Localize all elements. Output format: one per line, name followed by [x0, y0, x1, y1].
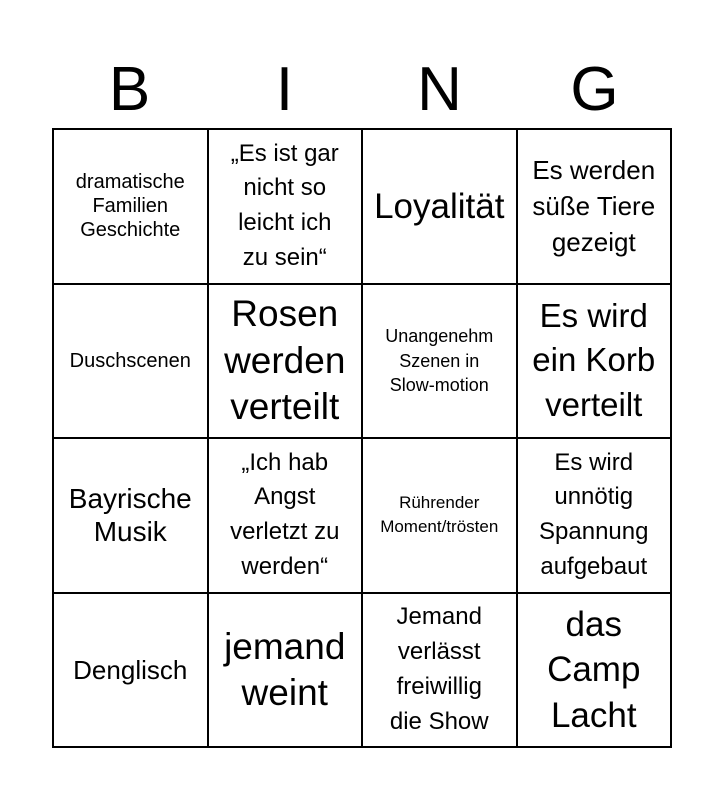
header-letter-g: G [570, 55, 619, 124]
bingo-cell[interactable] [209, 130, 364, 285]
cell-text: jemand weint [224, 625, 346, 713]
bingo-cell[interactable] [54, 285, 209, 440]
bingo-cell[interactable] [363, 439, 518, 594]
bingo-cell[interactable] [363, 285, 518, 440]
cell-text: Unangenehm Szenen in Slow-motion [385, 326, 494, 395]
cell-text: „Es ist gar nicht so leicht ich zu sein“ [230, 139, 339, 272]
cell-text: Rosen werden verteilt [224, 293, 346, 427]
cell-text: Loyalität [374, 186, 505, 226]
bingo-cell[interactable] [209, 439, 364, 594]
bingo-header [52, 52, 672, 128]
bingo-board [52, 128, 672, 748]
header-letter-i: I [275, 55, 294, 124]
cell-text: Jemand verlässt freiwillig die Show [389, 603, 489, 735]
cell-text: Es werden süße Tiere gezeigt [532, 154, 656, 258]
cell-text: das Camp Lacht [547, 604, 641, 735]
bingo-cell[interactable] [518, 285, 673, 440]
cell-text: Denglisch [73, 654, 188, 685]
cell-text: Rührender Moment/trösten [380, 493, 499, 537]
bingo-cell[interactable] [209, 594, 364, 749]
cell-text: dramatische Familien Geschichte [75, 171, 185, 242]
bingo-cell[interactable] [209, 285, 364, 440]
header-letter-n: N [417, 55, 462, 124]
bingo-cell[interactable] [363, 130, 518, 285]
cell-text: Es wird unnötig Spannung aufgebaut [539, 448, 649, 581]
bingo-cell[interactable] [518, 439, 673, 594]
cell-text: Duschscenen [69, 349, 191, 372]
bingo-cell[interactable] [54, 594, 209, 749]
bingo-cell[interactable] [518, 594, 673, 749]
cell-text: Bayrische Musik [68, 482, 192, 548]
bingo-cell[interactable] [54, 130, 209, 285]
cell-text: „Ich hab Angst verletzt zu werden“ [230, 448, 340, 581]
header-letter-b: B [108, 55, 151, 124]
cell-text: Es wird ein Korb verteilt [532, 296, 656, 424]
bingo-cell[interactable] [518, 130, 673, 285]
bingo-cell[interactable] [363, 594, 518, 749]
bingo-cell[interactable] [54, 439, 209, 594]
